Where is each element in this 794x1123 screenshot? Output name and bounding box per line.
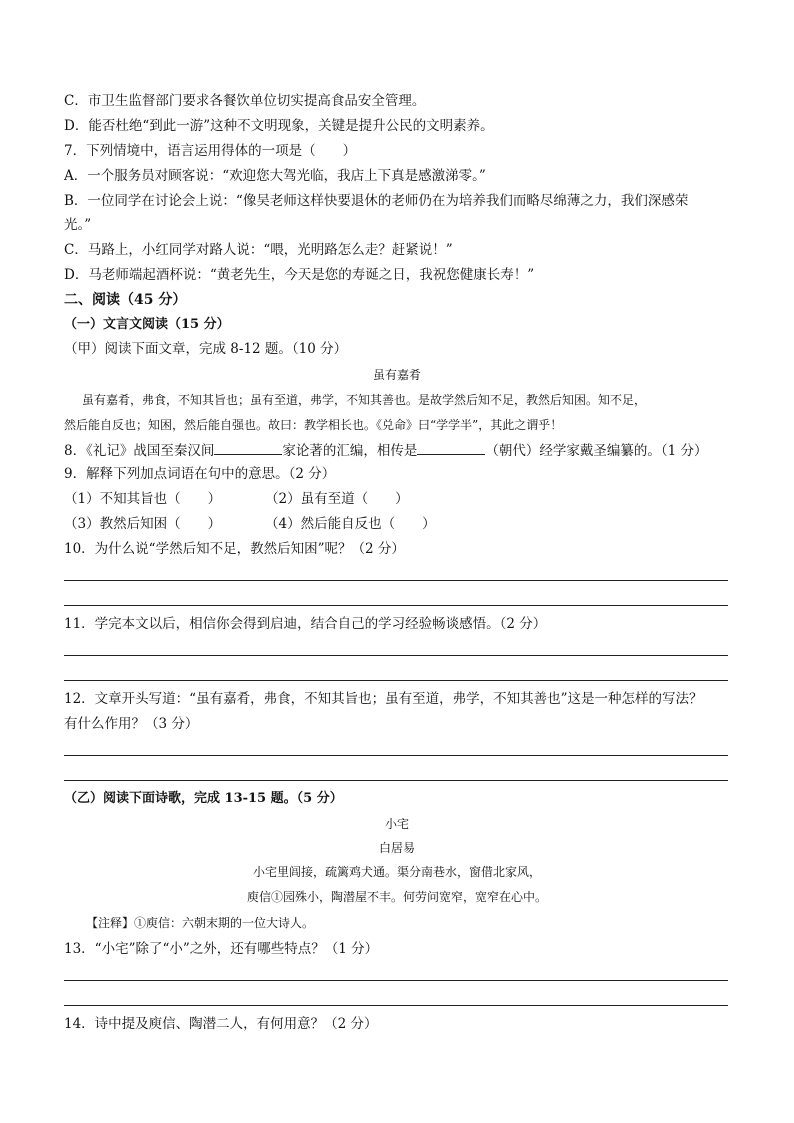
q6-option-d: D．能否杜绝“到此一游”这种不文明现象，关键是提升公民的文明素养。 xyxy=(64,118,494,134)
question-9: 9．解释下列加点词语在句中的意思。（2 分） xyxy=(64,466,336,482)
answer-line[interactable] xyxy=(64,680,728,681)
question-12: 12．文章开头写道：“虽有嘉肴，弗食，不知其旨也；虽有至道，弗学，不知其善也”这是一种怎样的写法？ xyxy=(64,691,703,707)
passage-text: 虽有嘉肴，弗食，不知其旨也；虽有至道，弗学，不知其善也。是故学然后知不足，教然后知困。知不足， xyxy=(82,393,647,407)
answer-blank[interactable] xyxy=(417,440,485,455)
q7-option-d: D．马老师端起酒杯说：“黄老先生，今天是您的寿诞之日，我祝您健康长寿！” xyxy=(64,267,535,283)
answer-line[interactable] xyxy=(64,655,728,656)
poem-line: 庾信①园殊小，陶潜屋不丰。何劳问宽窄，宽窄在心中。 xyxy=(246,890,547,904)
passage-intro: （甲）阅读下面文章，完成 8-12 题。（10 分） xyxy=(64,341,348,357)
passage-text-cont: 然后能自反也；知困，然后能自强也。故曰：教学相长也。《兑命》曰“学学半”，其此之谓乎！ xyxy=(64,418,563,432)
q6-option-c: C．市卫生监督部门要求各餐饮单位切实提高食品安全管理。 xyxy=(64,93,426,109)
answer-line[interactable] xyxy=(64,980,728,981)
section-title: 二、阅读（45 分） xyxy=(64,292,187,308)
answer-line[interactable] xyxy=(64,755,728,756)
poem-author: 白居易 xyxy=(378,841,415,855)
question-8: 8．《礼记》战国至秦汉间 家论著的汇编，相传是 （朝代）经学家戴圣编纂的。（1 分） xyxy=(64,440,707,461)
question-13: 13．“小宅”除了“小”之外，还有哪些特点？（1 分） xyxy=(64,941,379,957)
question-14: 14．诗中提及庾信、陶潜二人，有何用意？（2 分） xyxy=(64,1016,378,1032)
question-7: 7．下列情境中，语言运用得体的一项是（ ） xyxy=(64,143,357,159)
q7-option-b: B．一位同学在讨论会上说：“像吴老师这样快要退休的老师仍在为培养我们而略尽绵薄之力，我们深感荣 xyxy=(64,193,689,209)
answer-line[interactable] xyxy=(64,580,728,581)
answer-line[interactable] xyxy=(64,1005,728,1006)
passage-title: 虽有嘉肴 xyxy=(372,368,421,382)
question-12-cont: 有什么作用？（3 分） xyxy=(64,716,199,732)
q9-item-2: （2）虽有至道（ ） xyxy=(265,491,409,507)
poem-line: 小宅里闾接，疏篱鸡犬通。渠分南巷水，窗借北家风， xyxy=(252,865,541,879)
poem-intro: （乙）阅读下面诗歌，完成 13-15 题。（5 分） xyxy=(64,791,343,806)
q9-item-4: （4）然后能自反也（ ） xyxy=(265,516,436,532)
answer-line[interactable] xyxy=(64,605,728,606)
poem-note: 【注释】①庾信：六朝末期的一位大诗人。 xyxy=(86,916,315,930)
poem-title: 小宅 xyxy=(384,817,409,831)
q7-option-c: C．马路上，小红同学对路人说：“喂，光明路怎么走？赶紧说！” xyxy=(64,242,453,258)
question-11: 11．学完本文以后，相信你会得到启迪，结合自己的学习经验畅谈感悟。（2 分） xyxy=(64,616,547,632)
answer-blank[interactable] xyxy=(214,440,282,455)
question-10: 10．为什么说“学然后知不足，教然后知困”呢？（2 分） xyxy=(64,541,405,557)
answer-line[interactable] xyxy=(64,780,728,781)
q9-item-3: （3）教然后知困（ ） xyxy=(64,516,222,532)
q9-item-1: （1）不知其旨也（ ） xyxy=(64,491,222,507)
part-title: （一）文言文阅读（15 分） xyxy=(64,317,230,332)
q7-option-a: A．一个服务员对顾客说：“欢迎您大驾光临，我店上下真是感激涕零。” xyxy=(64,168,486,184)
q7-option-b-cont: 光。” xyxy=(64,217,92,233)
